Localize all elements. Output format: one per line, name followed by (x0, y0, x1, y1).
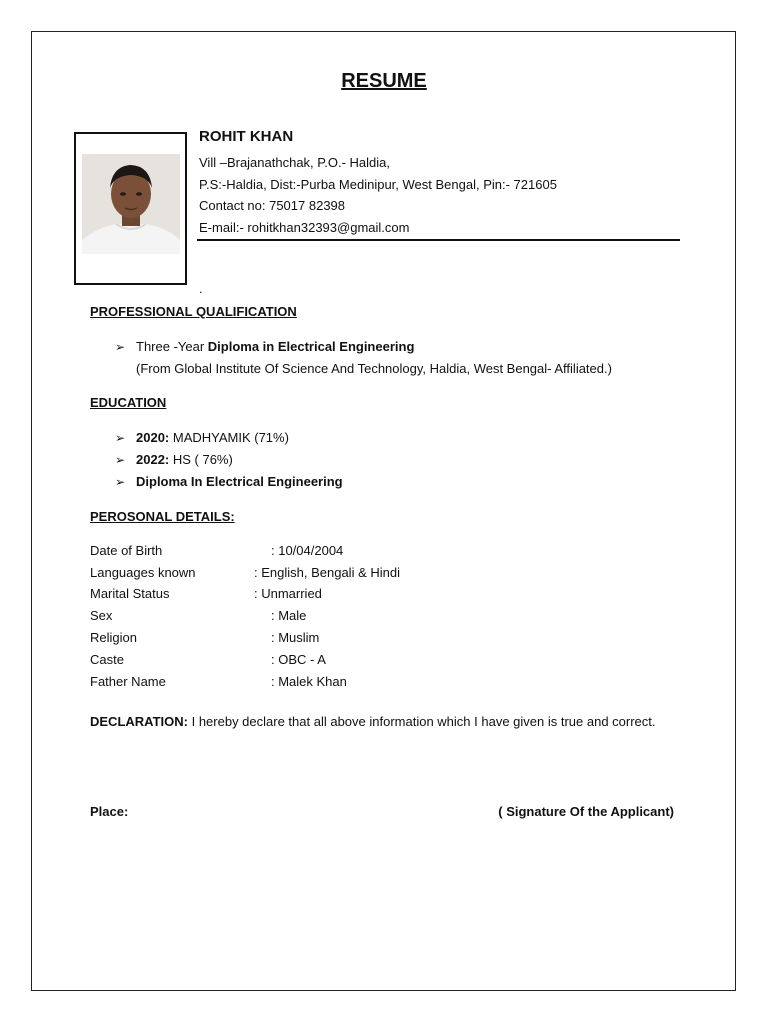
declaration-text: I hereby declare that all above information which I have given is true and correct. (187, 714, 656, 729)
profile-photo (82, 154, 180, 254)
detail-value: : English, Bengali & Hindi (254, 565, 400, 580)
arrow-bullet-icon: ➢ (115, 340, 126, 354)
detail-label: Religion (90, 630, 137, 645)
detail-value: : 10/04/2004 (271, 543, 344, 558)
professional-item (136, 339, 414, 354)
education-year: Diploma In Electrical Engineering (136, 474, 343, 489)
professional-item-title: Diploma in Electrical Engineering (207, 339, 415, 354)
education-heading: EDUCATION (90, 395, 167, 410)
declaration-label: DECLARATION: (90, 714, 188, 729)
place-label: Place: (90, 804, 129, 819)
education-item (136, 474, 343, 489)
detail-value: : Male (271, 608, 307, 623)
detail-label: Date of Birth (90, 543, 163, 558)
personal-details-heading: PEROSONAL DETAILS: (90, 509, 235, 524)
person-portrait-image (82, 154, 180, 254)
detail-label: Marital Status (90, 586, 170, 601)
detail-value: : Unmarried (254, 586, 322, 601)
detail-label: Sex (90, 608, 113, 623)
professional-item-detail: (From Global Institute Of Science And Technology, Haldia, West Bengal- Affiliated.) (136, 361, 612, 376)
professional-qualification-heading: PROFESSIONAL QUALIFICATION (90, 304, 297, 319)
contact-number: Contact no: 75017 82398 (199, 198, 346, 213)
detail-label: Father Name (90, 674, 166, 689)
applicant-name: ROHIT KHAN (199, 128, 294, 145)
detail-label: Caste (90, 652, 124, 667)
professional-item-prefix: Three -Year (136, 339, 208, 354)
education-year: 2022: (136, 452, 170, 467)
education-item (136, 452, 233, 467)
declaration (90, 711, 678, 733)
email-address: E-mail:- rohitkhan32393@gmail.com (199, 220, 410, 235)
header-divider (197, 239, 680, 241)
address-line-1: Vill –Brajanathchak, P.O.- Haldia, (199, 155, 391, 170)
arrow-bullet-icon: ➢ (115, 453, 126, 467)
detail-label: Languages known (90, 565, 196, 580)
education-item (136, 430, 289, 445)
address-line-2: P.S:-Haldia, Dist:-Purba Medinipur, West Bengal, Pin:- 721605 (199, 177, 557, 192)
arrow-bullet-icon: ➢ (115, 475, 126, 489)
stray-dot: . (199, 281, 203, 296)
arrow-bullet-icon: ➢ (115, 431, 126, 445)
education-text: MADHYAMIK (71%) (169, 430, 289, 445)
detail-value: : Malek Khan (271, 674, 347, 689)
detail-value: : OBC - A (271, 652, 326, 667)
profile-photo-frame (74, 132, 187, 285)
detail-value: : Muslim (271, 630, 320, 645)
education-text: HS ( 76%) (169, 452, 233, 467)
education-year: 2020: (136, 430, 170, 445)
signature-label: ( Signature Of the Applicant) (498, 804, 674, 819)
page-title: RESUME (341, 70, 427, 92)
